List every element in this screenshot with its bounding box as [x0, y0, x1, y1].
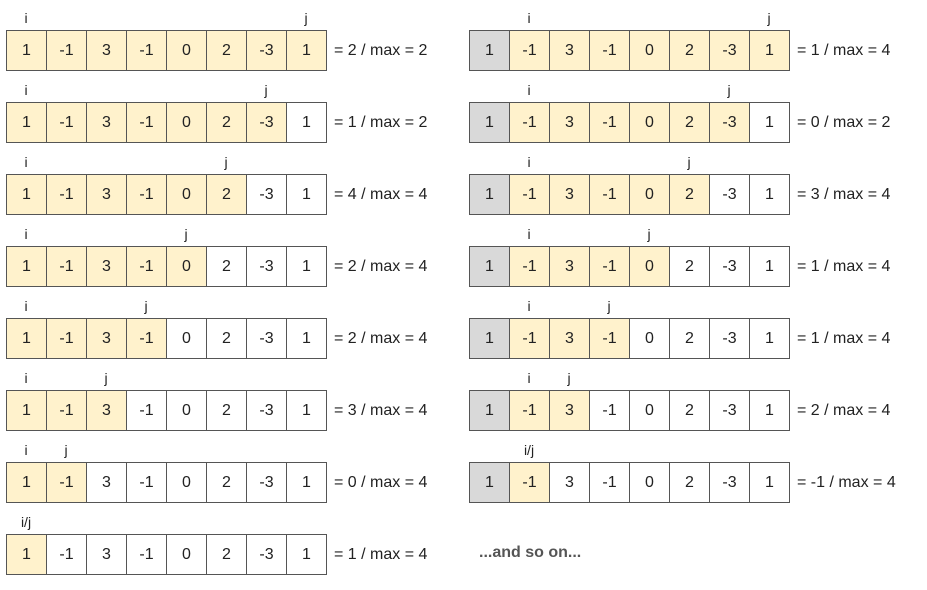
pointer-j: j	[224, 154, 228, 170]
array-cell: 0	[166, 319, 206, 358]
sum-result: = 2 / max = 2	[334, 42, 428, 59]
array-cell: 3	[86, 535, 126, 574]
array-cells	[6, 102, 327, 143]
sum-result: = 1 / max = 4	[334, 546, 428, 563]
pointer-i-j: i/j	[523, 442, 535, 458]
pointer-labels	[469, 370, 789, 390]
array-cell: -1	[509, 247, 549, 286]
array-cell: -1	[46, 31, 86, 70]
sum-result: = 3 / max = 4	[334, 402, 428, 419]
array-cell: 1	[286, 175, 326, 214]
array-cell: 3	[549, 31, 589, 70]
array-cell: 1	[7, 175, 46, 214]
array-cell: -1	[509, 175, 549, 214]
pointer-labels	[6, 82, 326, 102]
pointer-i-j: i/j	[20, 514, 32, 530]
pointer-labels	[469, 10, 789, 30]
pointer-j: j	[607, 298, 611, 314]
array-cell: -3	[709, 175, 749, 214]
array-cell: 2	[206, 103, 246, 142]
array-cell: 1	[749, 247, 789, 286]
pointer-labels	[469, 442, 789, 462]
array-cell: -1	[126, 103, 166, 142]
array-cell: 1	[286, 319, 326, 358]
array-cell: -3	[709, 103, 749, 142]
array-cell: 0	[166, 463, 206, 502]
sum-result: = 1 / max = 4	[797, 330, 891, 347]
array-cell: 2	[206, 31, 246, 70]
array-cell: 1	[286, 103, 326, 142]
sum-result: = 2 / max = 4	[797, 402, 891, 419]
array-cells	[6, 246, 327, 287]
pointer-labels	[6, 298, 326, 318]
array-cell: -1	[589, 31, 629, 70]
sum-result: = 4 / max = 4	[334, 186, 428, 203]
array-cell: 1	[470, 319, 509, 358]
array-cell: 3	[86, 103, 126, 142]
array-cell: -3	[246, 31, 286, 70]
array-cell: 1	[7, 463, 46, 502]
array-cell: 1	[470, 391, 509, 430]
array-cells	[469, 102, 790, 143]
array-cells	[469, 390, 790, 431]
array-cells	[469, 462, 790, 503]
array-cell: 1	[749, 391, 789, 430]
pointer-j: j	[264, 82, 268, 98]
array-cell: 0	[166, 535, 206, 574]
array-cell: 2	[669, 31, 709, 70]
array-cell: 1	[286, 463, 326, 502]
array-cell: -1	[126, 535, 166, 574]
pointer-i: i	[527, 226, 531, 242]
array-cell: -1	[509, 391, 549, 430]
array-cells	[6, 174, 327, 215]
array-cell: 2	[206, 319, 246, 358]
pointer-labels	[469, 226, 789, 246]
pointer-i: i	[527, 370, 531, 386]
array-cell: 2	[669, 103, 709, 142]
array-cell: 1	[749, 175, 789, 214]
array-cell: -1	[126, 319, 166, 358]
sum-result: = 0 / max = 2	[797, 114, 891, 131]
pointer-j: j	[727, 82, 731, 98]
array-cells	[6, 318, 327, 359]
array-cell: 2	[206, 175, 246, 214]
array-cell: -3	[246, 319, 286, 358]
array-cells	[469, 174, 790, 215]
array-cell: 0	[629, 247, 669, 286]
array-cell: 1	[470, 463, 509, 502]
array-cell: -1	[126, 463, 166, 502]
pointer-j: j	[104, 370, 108, 386]
array-cell: 2	[669, 319, 709, 358]
array-cell: 1	[286, 535, 326, 574]
array-cell: -1	[46, 535, 86, 574]
array-cell: 3	[549, 319, 589, 358]
array-cell: -1	[46, 463, 86, 502]
array-cell: -3	[709, 247, 749, 286]
array-cell: 1	[7, 319, 46, 358]
pointer-i: i	[527, 82, 531, 98]
array-cells	[469, 30, 790, 71]
pointer-j: j	[304, 10, 308, 26]
pointer-i: i	[24, 442, 28, 458]
pointer-j: j	[647, 226, 651, 242]
array-cell: -1	[46, 175, 86, 214]
sum-result: = 1 / max = 4	[797, 258, 891, 275]
pointer-j: j	[144, 298, 148, 314]
pointer-labels	[6, 370, 326, 390]
array-cell: -1	[509, 31, 549, 70]
array-cells	[6, 390, 327, 431]
array-cell: 1	[749, 31, 789, 70]
array-cell: 3	[86, 391, 126, 430]
array-cell: -1	[509, 319, 549, 358]
sum-result: = 2 / max = 4	[334, 330, 428, 347]
array-cell: 3	[86, 31, 126, 70]
array-cell: 0	[629, 175, 669, 214]
array-cell: -1	[46, 103, 86, 142]
array-cells	[6, 534, 327, 575]
array-cell: -1	[509, 463, 549, 502]
pointer-labels	[6, 154, 326, 174]
pointer-labels	[6, 442, 326, 462]
array-cells	[469, 318, 790, 359]
array-cell: 2	[669, 391, 709, 430]
array-cell: 3	[549, 103, 589, 142]
array-cells	[469, 246, 790, 287]
array-cell: 3	[86, 319, 126, 358]
array-cell: 1	[286, 391, 326, 430]
array-cell: -3	[709, 391, 749, 430]
array-cell: 0	[166, 175, 206, 214]
array-cell: 2	[206, 247, 246, 286]
array-cell: -1	[589, 391, 629, 430]
sum-result: = 1 / max = 2	[334, 114, 428, 131]
array-cell: 2	[669, 247, 709, 286]
array-cell: 1	[749, 103, 789, 142]
array-cell: 3	[549, 175, 589, 214]
array-cell: -3	[709, 463, 749, 502]
array-cell: 1	[286, 247, 326, 286]
array-cell: 1	[470, 247, 509, 286]
pointer-labels	[469, 298, 789, 318]
array-cell: 2	[669, 463, 709, 502]
array-cell: 1	[7, 103, 46, 142]
pointer-i: i	[24, 154, 28, 170]
array-cells	[6, 462, 327, 503]
pointer-j: j	[567, 370, 571, 386]
array-cell: -3	[246, 175, 286, 214]
pointer-i: i	[24, 298, 28, 314]
array-cell: -1	[46, 391, 86, 430]
array-cell: 0	[629, 391, 669, 430]
pointer-i: i	[24, 370, 28, 386]
array-cell: 1	[470, 175, 509, 214]
array-cell: -1	[126, 391, 166, 430]
array-cell: 0	[166, 391, 206, 430]
array-cell: -3	[709, 319, 749, 358]
sum-result: = 1 / max = 4	[797, 42, 891, 59]
array-cell: -1	[126, 31, 166, 70]
array-cell: -1	[589, 175, 629, 214]
pointer-labels	[469, 154, 789, 174]
array-cell: -1	[589, 103, 629, 142]
pointer-j: j	[184, 226, 188, 242]
array-cell: 3	[549, 463, 589, 502]
array-cell: 0	[166, 103, 206, 142]
array-cell: -1	[589, 319, 629, 358]
and-so-on-caption: ...and so on...	[479, 544, 582, 561]
pointer-labels	[469, 82, 789, 102]
pointer-i: i	[24, 226, 28, 242]
array-cell: 0	[629, 31, 669, 70]
array-cell: -3	[246, 247, 286, 286]
array-cell: -3	[246, 463, 286, 502]
pointer-i: i	[24, 10, 28, 26]
pointer-j: j	[767, 10, 771, 26]
array-cell: 1	[470, 31, 509, 70]
array-cell: 1	[749, 463, 789, 502]
array-cell: -1	[46, 319, 86, 358]
array-cell: -1	[126, 175, 166, 214]
array-cell: 1	[286, 31, 326, 70]
array-cell: 1	[470, 103, 509, 142]
sum-result: = 3 / max = 4	[797, 186, 891, 203]
array-cell: 0	[629, 319, 669, 358]
array-cell: -1	[46, 247, 86, 286]
array-cell: 2	[206, 391, 246, 430]
array-cell: -1	[589, 247, 629, 286]
array-cell: 0	[629, 463, 669, 502]
array-cell: 3	[86, 175, 126, 214]
array-cell: -3	[246, 535, 286, 574]
sum-result: = -1 / max = 4	[797, 474, 896, 491]
array-cell: -3	[709, 31, 749, 70]
array-cell: 3	[549, 391, 589, 430]
array-cell: 0	[166, 31, 206, 70]
pointer-labels	[6, 226, 326, 246]
pointer-labels	[6, 10, 326, 30]
array-cell: -1	[509, 103, 549, 142]
sum-result: = 0 / max = 4	[334, 474, 428, 491]
pointer-labels	[6, 514, 326, 534]
pointer-j: j	[687, 154, 691, 170]
array-cell: 1	[7, 391, 46, 430]
array-cell: 2	[206, 535, 246, 574]
array-cells	[6, 30, 327, 71]
array-cell: 1	[7, 31, 46, 70]
array-cell: 3	[549, 247, 589, 286]
array-cell: 2	[206, 463, 246, 502]
array-cell: 0	[166, 247, 206, 286]
pointer-i: i	[24, 82, 28, 98]
array-cell: 3	[86, 247, 126, 286]
pointer-j: j	[64, 442, 68, 458]
pointer-i: i	[527, 10, 531, 26]
pointer-i: i	[527, 154, 531, 170]
array-cell: 1	[749, 319, 789, 358]
pointer-i: i	[527, 298, 531, 314]
array-cell: -1	[589, 463, 629, 502]
array-cell: 1	[7, 535, 46, 574]
array-cell: 2	[669, 175, 709, 214]
array-cell: 3	[86, 463, 126, 502]
array-cell: -3	[246, 103, 286, 142]
array-cell: 0	[629, 103, 669, 142]
sum-result: = 2 / max = 4	[334, 258, 428, 275]
array-cell: -3	[246, 391, 286, 430]
array-cell: -1	[126, 247, 166, 286]
array-cell: 1	[7, 247, 46, 286]
